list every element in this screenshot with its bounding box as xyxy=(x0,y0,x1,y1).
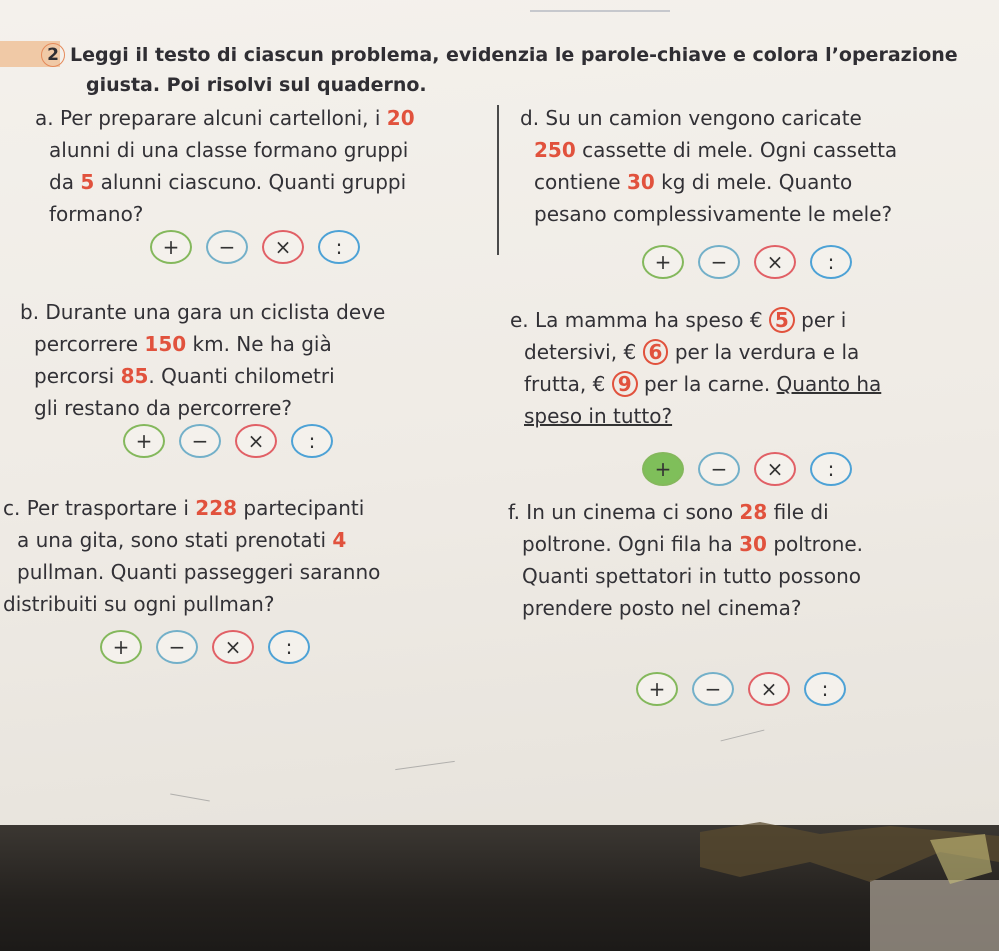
minus-button[interactable]: − xyxy=(179,424,221,458)
problem-line: 250 cassette di mele. Ogni cassetta xyxy=(534,138,898,162)
problem-line: contiene 30 kg di mele. Quanto xyxy=(534,170,853,194)
circled-amount: 6 xyxy=(643,339,669,365)
problem-line: prendere posto nel cinema? xyxy=(522,596,802,620)
problem-line: f. In un cinema ci sono 28 file di xyxy=(508,500,829,524)
problem-c xyxy=(3,492,380,620)
minus-button[interactable]: − xyxy=(156,630,198,664)
problem-line: poltrone. Ogni fila ha 30 poltrone. xyxy=(522,532,864,556)
problem-line: percorrere 150 km. Ne ha già xyxy=(34,332,332,356)
problem-line: detersivi, € 6 per la verdura e la xyxy=(524,340,860,364)
problem-d xyxy=(520,102,897,230)
pencil-mark xyxy=(721,730,765,742)
problem-f xyxy=(508,496,863,624)
plus-button[interactable]: + xyxy=(642,245,684,279)
divide-button[interactable]: : xyxy=(804,672,846,706)
problem-line: d. Su un camion vengono caricate xyxy=(520,106,862,130)
times-button[interactable]: × xyxy=(754,245,796,279)
operations-e xyxy=(642,452,852,486)
background-object xyxy=(700,822,999,897)
problem-line: frutta, € 9 per la carne. Quanto ha xyxy=(524,372,882,396)
problem-line: percorsi 85. Quanti chilometri xyxy=(34,364,335,388)
divide-button[interactable]: : xyxy=(291,424,333,458)
times-button[interactable]: × xyxy=(235,424,277,458)
problem-line: da 5 alunni ciascuno. Quanti gruppi xyxy=(49,170,407,194)
times-button[interactable]: × xyxy=(754,452,796,486)
operations-d xyxy=(642,245,852,279)
minus-button[interactable]: − xyxy=(698,452,740,486)
underlined-question: speso in tutto? xyxy=(524,404,673,428)
plus-button[interactable]: + xyxy=(123,424,165,458)
divide-button[interactable]: : xyxy=(810,452,852,486)
underlined-question: Quanto ha xyxy=(776,372,882,396)
problem-line: b. Durante una gara un ciclista deve xyxy=(20,300,386,324)
plus-button[interactable]: + xyxy=(150,230,192,264)
problem-a xyxy=(35,102,415,230)
pencil-mark xyxy=(170,794,210,802)
minus-button[interactable]: − xyxy=(206,230,248,264)
divide-button[interactable]: : xyxy=(268,630,310,664)
divide-button[interactable]: : xyxy=(810,245,852,279)
plus-button-selected[interactable]: + xyxy=(642,452,684,486)
instruction-line-2: giusta. Poi risolvi sul quaderno. xyxy=(86,74,427,96)
exercise-number-badge: 2 xyxy=(41,43,65,67)
minus-button[interactable]: − xyxy=(692,672,734,706)
exercise-instructions xyxy=(70,40,970,100)
times-button[interactable]: × xyxy=(262,230,304,264)
plus-button[interactable]: + xyxy=(100,630,142,664)
divide-button[interactable]: : xyxy=(318,230,360,264)
circled-amount: 5 xyxy=(769,307,795,333)
problem-line: formano? xyxy=(49,202,144,226)
problem-line: c. Per trasportare i 228 partecipanti xyxy=(3,496,365,520)
pencil-mark xyxy=(395,761,455,770)
column-divider xyxy=(497,105,499,255)
problem-line: pullman. Quanti passeggeri saranno xyxy=(17,560,381,584)
times-button[interactable]: × xyxy=(748,672,790,706)
problem-line: pesano complessivamente le mele? xyxy=(534,202,893,226)
circled-amount: 9 xyxy=(612,371,638,397)
instruction-line-1: Leggi il testo di ciascun problema, evidenzia le parole-chiave e colora l’operazione xyxy=(70,44,958,66)
problem-line: alunni di una classe formano gruppi xyxy=(49,138,409,162)
times-button[interactable]: × xyxy=(212,630,254,664)
minus-button[interactable]: − xyxy=(698,245,740,279)
plus-button[interactable]: + xyxy=(636,672,678,706)
problem-line: e. La mamma ha speso € 5 per i xyxy=(510,308,847,332)
operations-a xyxy=(150,230,360,264)
problem-line xyxy=(524,400,881,432)
problem-e xyxy=(510,304,881,432)
problem-line: gli restano da percorrere? xyxy=(34,396,293,420)
problem-line: a. Per preparare alcuni cartelloni, i 20 xyxy=(35,106,415,130)
problem-line: a una gita, sono stati prenotati 4 xyxy=(17,528,347,552)
operations-f xyxy=(636,672,846,706)
problem-line: distribuiti su ogni pullman? xyxy=(3,592,275,616)
problem-line: Quanti spettatori in tutto possono xyxy=(522,564,861,588)
problem-b xyxy=(20,296,385,424)
pencil-mark xyxy=(530,0,670,12)
operations-b xyxy=(123,424,333,458)
operations-c xyxy=(100,630,310,664)
